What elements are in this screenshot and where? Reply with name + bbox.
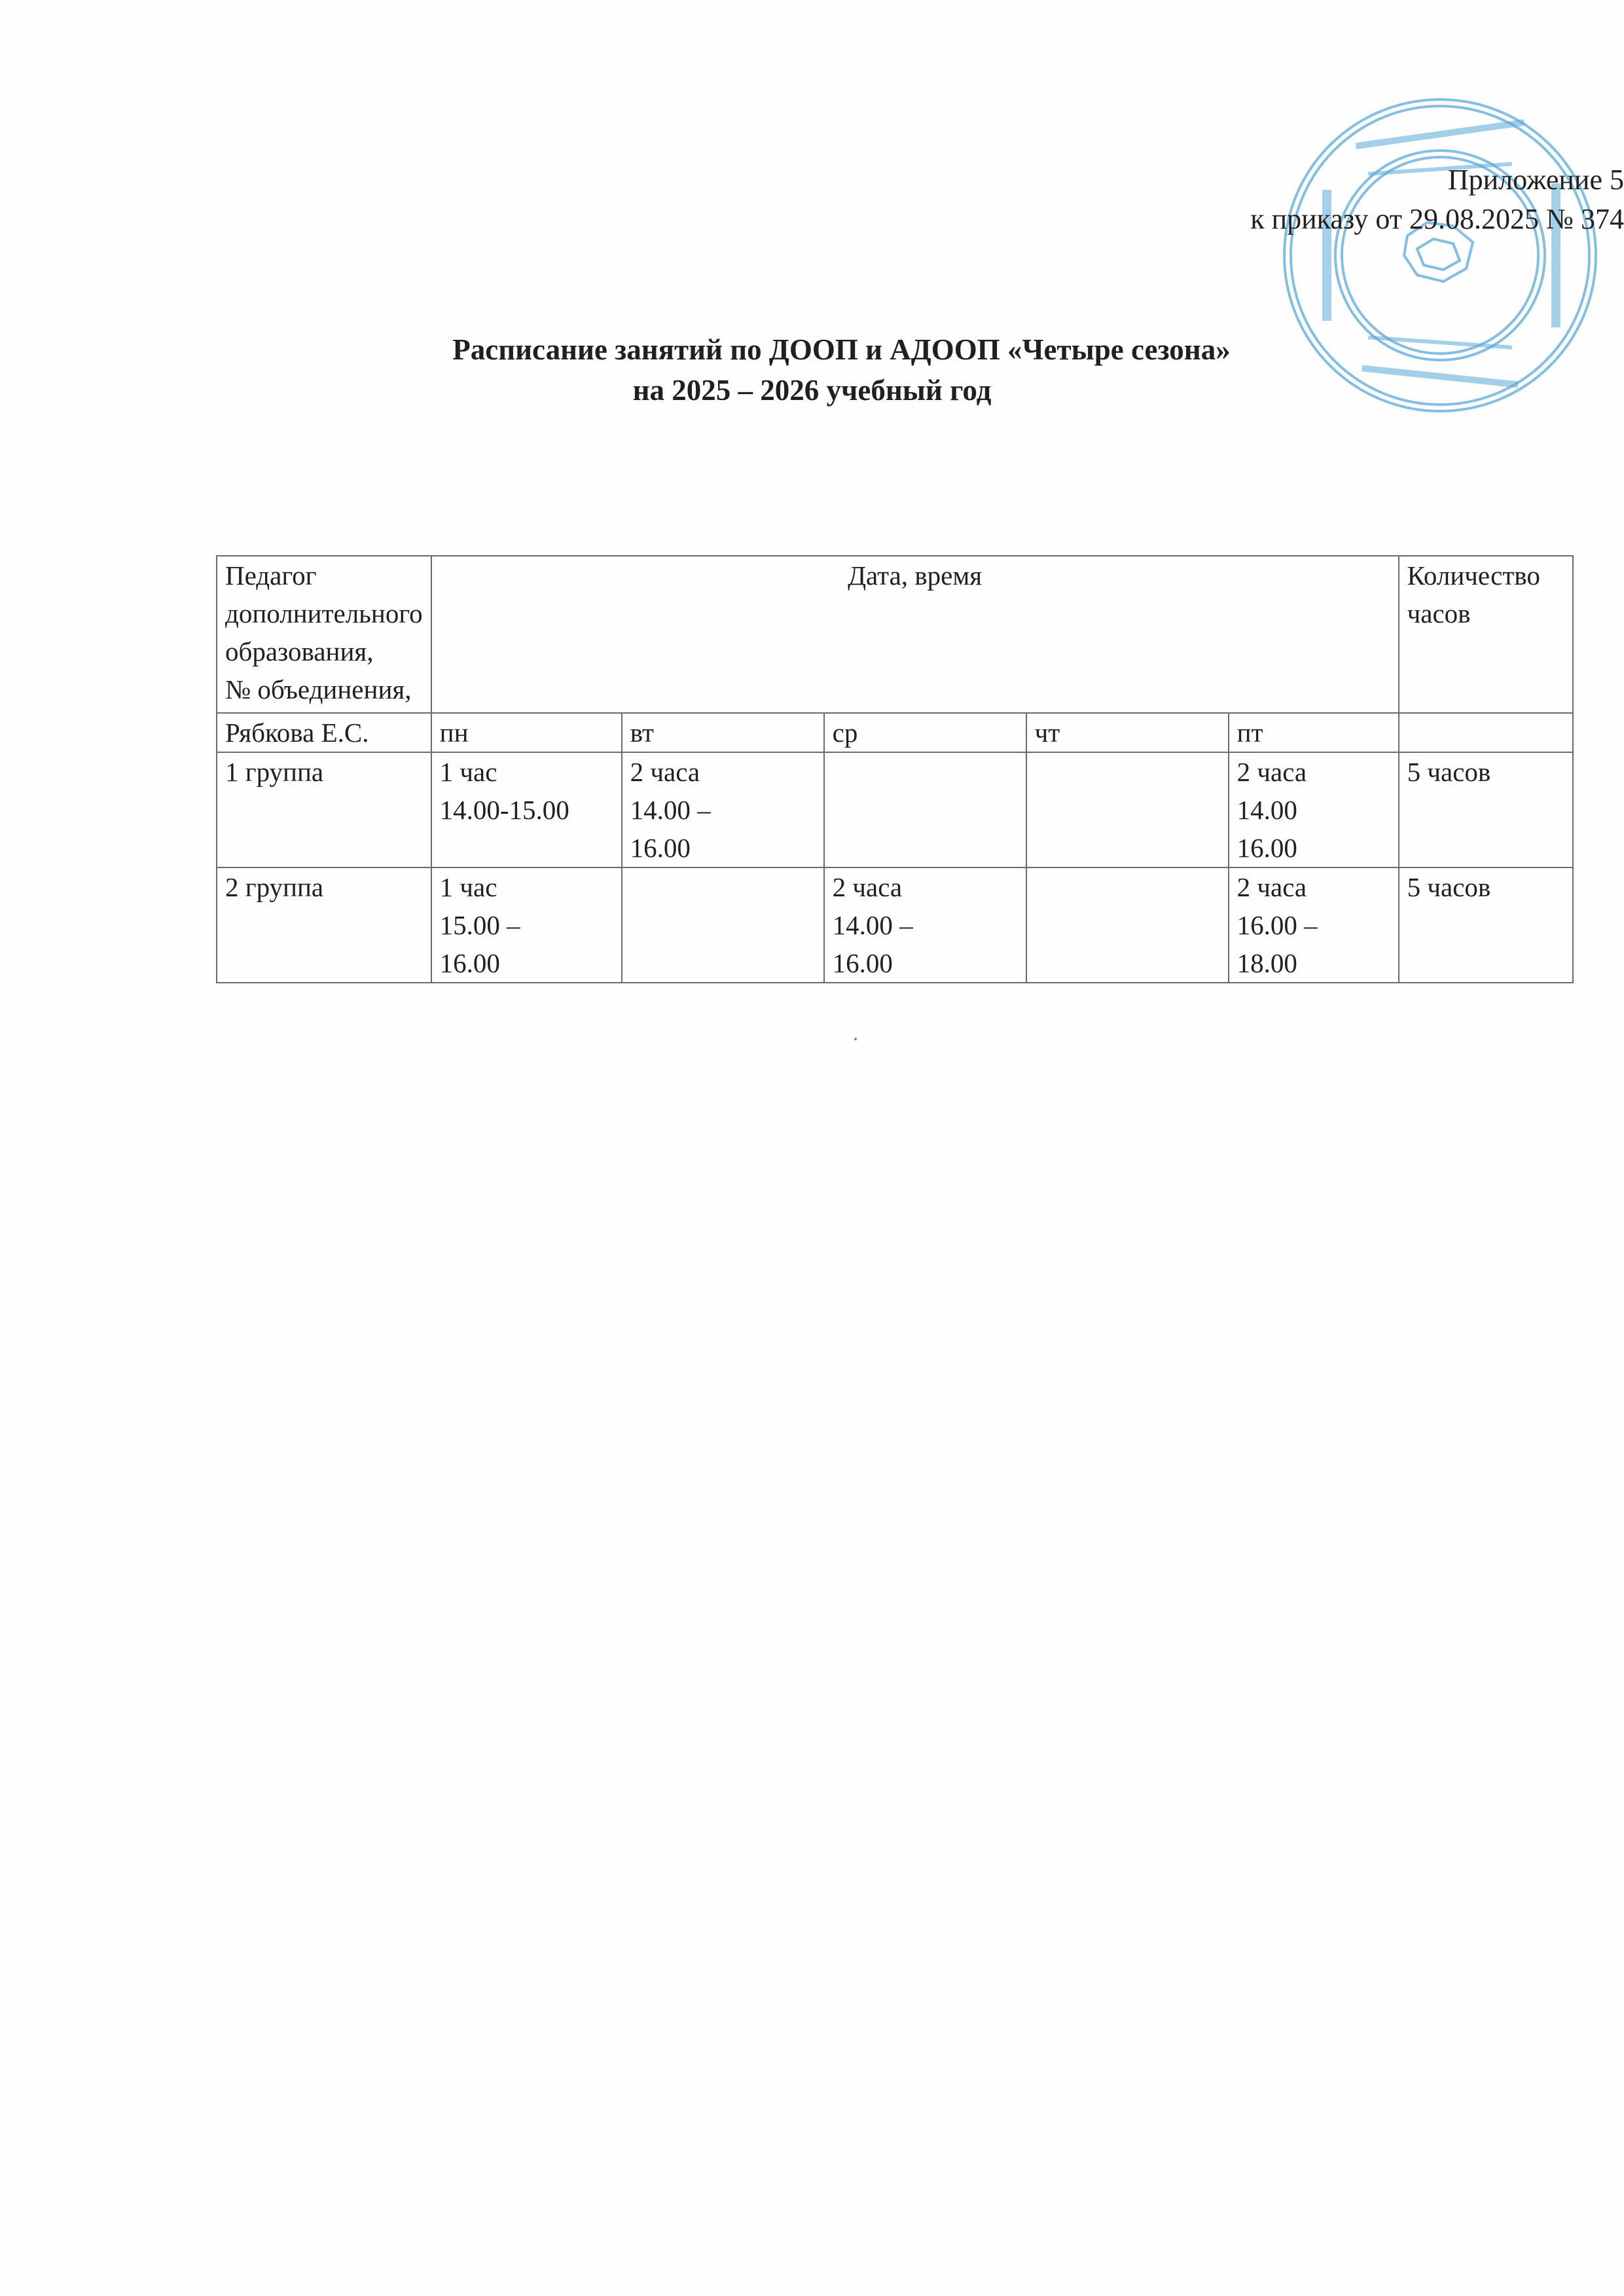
header-hours-cell: [1399, 556, 1573, 713]
title-line-1: Расписание занятий по ДООП и АДООП «Четыре сезона»: [452, 333, 1231, 366]
header-date-time-cell: [431, 556, 1399, 713]
cell-line: 16.00: [630, 833, 691, 863]
cell-line: 14.00 –: [832, 910, 913, 940]
schedule-table: [216, 555, 1574, 983]
cell-line: 15.00 –: [439, 910, 520, 940]
total-cell: 5 часов: [1399, 752, 1573, 867]
teacher-days-row: [217, 713, 1573, 752]
cell-line: 14.00-15.00: [439, 795, 569, 825]
tue-cell: [622, 752, 824, 867]
header-hours-line: Количество: [1407, 560, 1540, 591]
cell-line: 2 часа: [630, 757, 700, 787]
total-cell: 5 часов: [1399, 867, 1573, 983]
table-row: [217, 752, 1573, 867]
annex-reference: [1035, 160, 1624, 239]
cell-line: 14.00: [1236, 795, 1297, 825]
teacher-name-cell: Рябкова Е.С.: [217, 713, 431, 752]
thu-cell: [1026, 752, 1229, 867]
table-header-row: [217, 556, 1573, 713]
cell-line: 2 часа: [832, 872, 903, 902]
cell-line: 16.00 –: [1236, 910, 1318, 940]
day-cell-mon: пн: [431, 713, 622, 752]
scan-speck: [854, 1038, 857, 1040]
group-cell: 2 группа: [217, 867, 431, 983]
wed-cell: [824, 752, 1026, 867]
cell-line: 16.00: [832, 948, 893, 978]
cell-line: 1 час: [439, 757, 497, 787]
header-date-time-label: Дата, время: [848, 560, 983, 591]
cell-line: 16.00: [1236, 833, 1297, 863]
day-cell-wed: ср: [824, 713, 1026, 752]
thu-cell: [1026, 867, 1229, 983]
mon-cell: [431, 867, 622, 983]
annex-line-2: к приказу от 29.08.2025 № 374: [1250, 203, 1624, 235]
day-cell-fri: пт: [1229, 713, 1399, 752]
table-row: [217, 867, 1573, 983]
cell-line: 2 часа: [1236, 757, 1307, 787]
cell-line: 16.00: [439, 948, 500, 978]
hours-empty-cell: [1399, 713, 1573, 752]
day-cell-thu: чт: [1026, 713, 1229, 752]
wed-cell: [824, 867, 1026, 983]
annex-line-1: Приложение 5: [1447, 164, 1624, 196]
group-cell: 1 группа: [217, 752, 431, 867]
header-hours-line: часов: [1407, 598, 1471, 629]
cell-line: 1 час: [439, 872, 497, 902]
header-teacher-line: № объединения,: [225, 674, 412, 704]
cell-line: 2 часа: [1236, 872, 1307, 902]
fri-cell: [1229, 752, 1399, 867]
header-teacher-cell: [217, 556, 431, 713]
mon-cell: [431, 752, 622, 867]
cell-line: 14.00 –: [630, 795, 711, 825]
header-teacher-line: Педагог: [225, 560, 317, 591]
cell-line: 18.00: [1236, 948, 1297, 978]
tue-cell: [622, 867, 824, 983]
day-cell-tue: вт: [622, 713, 824, 752]
title-line-2: на 2025 – 2026 учебный год: [632, 374, 992, 407]
fri-cell: [1229, 867, 1399, 983]
header-teacher-line: образования,: [225, 636, 374, 666]
header-teacher-line: дополнительного: [225, 598, 423, 629]
document-title: [0, 329, 1624, 410]
